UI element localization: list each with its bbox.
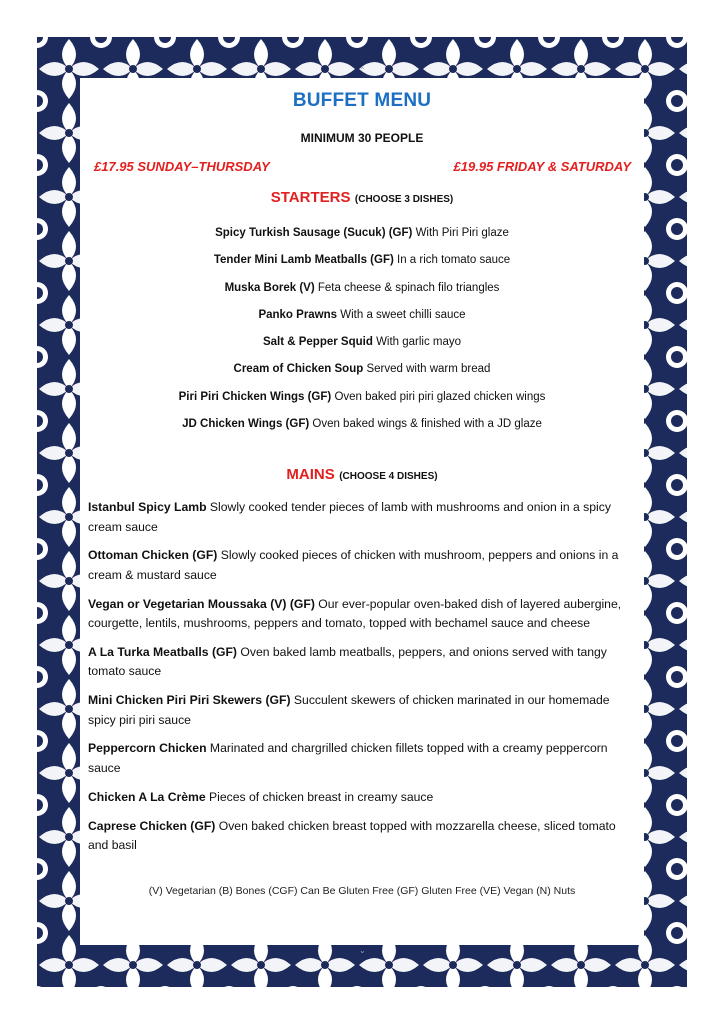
minimum-people-note: MINIMUM 30 PEOPLE [300, 131, 424, 145]
list-item: Piri Piri Chicken Wings (GF) Oven baked piri piri glazed chicken wings [178, 390, 546, 403]
chevron-down-icon: ⌄ [359, 946, 366, 955]
list-item: Muska Borek (V) Feta cheese & spinach filo triangles [224, 281, 500, 294]
list-item: Tender Mini Lamb Meatballs (GF) In a rich tomato sauce [213, 254, 511, 267]
list-item: Mini Chicken Piri Piri Skewers (GF) Succulent skewers of chicken marinated in our homemade spicy piri piri sauce [88, 693, 610, 727]
list-item: Peppercorn Chicken Marinated and chargrilled chicken fillets topped with a creamy peppercorn sauce [88, 741, 608, 775]
list-item: JD Chicken Wings (GF) Oven baked wings & finished with a JD glaze [182, 418, 542, 431]
weekend-price: £19.95 FRIDAY & SATURDAY [453, 159, 631, 174]
list-item: Cream of Chicken Soup Served with warm bread [233, 363, 491, 376]
starters-heading [0, 189, 724, 207]
list-item: Spicy Turkish Sausage (Sucuk) (GF) With Piri Piri glaze [215, 227, 509, 239]
list-item: A La Turka Meatballs (GF) Oven baked lamb meatballs, peppers, and onions served with tangy tomato sauce [88, 644, 607, 679]
list-item: Salt & Pepper Squid With garlic mayo [262, 336, 462, 349]
menu-title: BUFFET MENU [292, 90, 432, 111]
list-item: Ottoman Chicken (GF) Slowly cooked pieces of chicken with mushroom, peppers and onions in a cream & mustard sauce [88, 548, 619, 582]
mains-heading [0, 466, 724, 484]
list-item: Istanbul Spicy Lamb Slowly cooked tender pieces of lamb with mushrooms and onion in a spicy cream sauce [88, 500, 611, 534]
list-item: Panko Prawns With a sweet chilli sauce [258, 308, 466, 321]
starters-list [0, 220, 724, 438]
chevron-up-icon: ⌃ [359, 66, 366, 75]
starters-choose-note: (CHOOSE 3 DISHES) [354, 194, 454, 205]
dietary-legend: (V) Vegetarian (B) Bones (CGF) Can Be Gluten Free (GF) Gluten Free (VE) Vegan (N) Nuts [148, 885, 576, 897]
mains-choose-note: (CHOOSE 4 DISHES) [339, 471, 438, 482]
mains-title: MAINS [286, 466, 335, 483]
weekday-price: £17.95 SUNDAY–THURSDAY [94, 159, 270, 174]
mains-list [88, 498, 633, 865]
starters-title: STARTERS [270, 189, 351, 206]
list-item: Vegan or Vegetarian Moussaka (V) (GF) Our ever-popular oven-baked dish of layered aubergine, courgette, lentils, mushrooms, peppers and tomato, topped with bechamel sauce and cheese [88, 596, 622, 631]
list-item: Chicken A La Crème Pieces of chicken breast in creamy sauce [88, 789, 434, 804]
list-item: Caprese Chicken (GF) Oven baked chicken breast topped with mozzarella cheese, sliced tomato and basil [88, 818, 616, 853]
